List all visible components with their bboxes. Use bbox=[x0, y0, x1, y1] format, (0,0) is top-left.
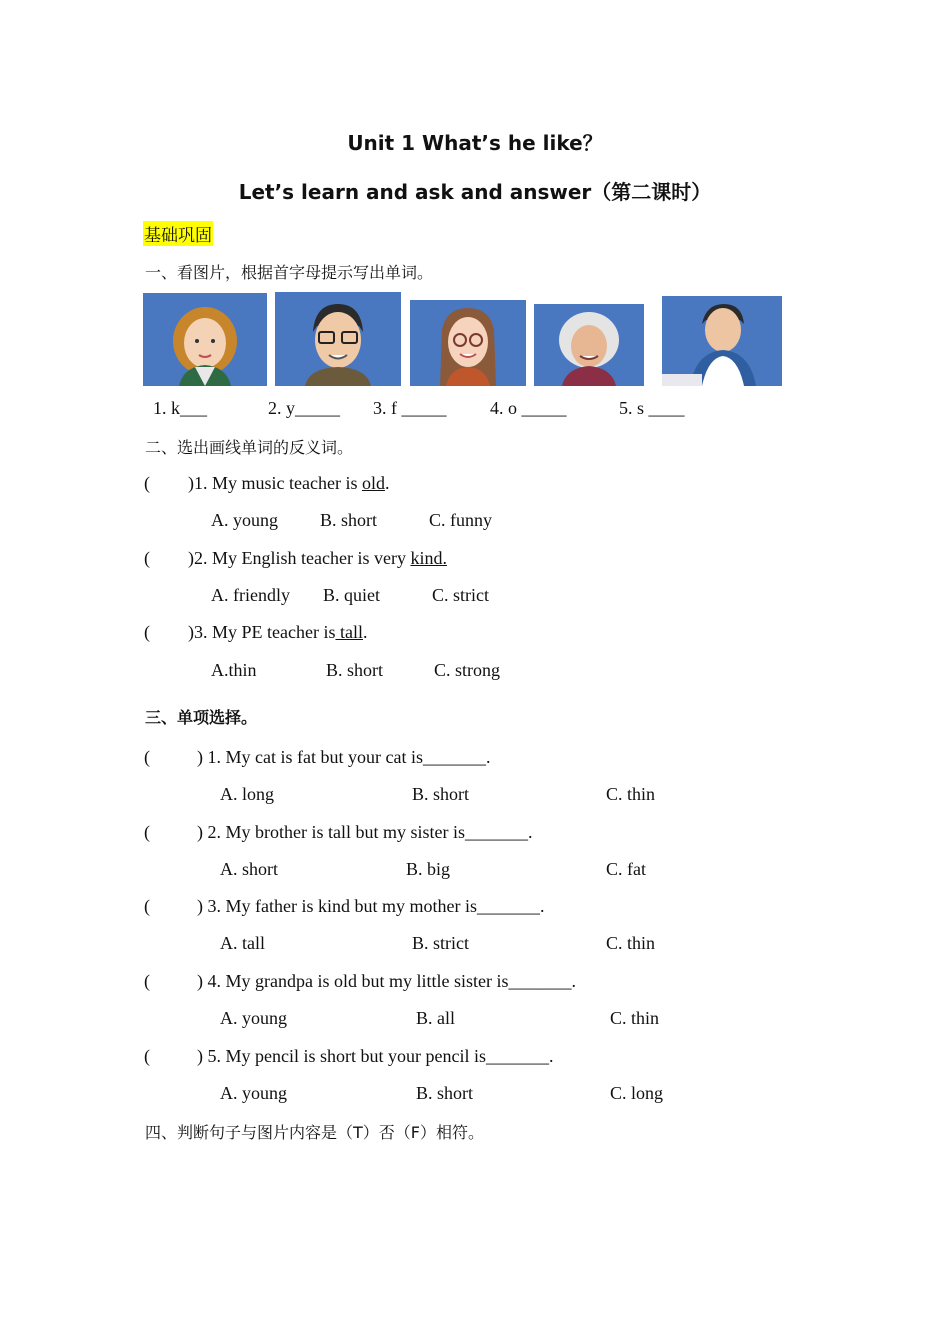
question-paren: ( bbox=[144, 622, 150, 642]
blank-1: 1. k___ bbox=[153, 398, 207, 418]
blank-5: 5. s ____ bbox=[619, 398, 685, 418]
underlined-word: kind. bbox=[410, 548, 447, 568]
question-text: ) 1. My cat is fat but your cat is_______. bbox=[197, 747, 491, 767]
question-text: )2. My English teacher is very kind. bbox=[188, 548, 447, 568]
question-paren: ( bbox=[144, 896, 150, 916]
question-paren: ( bbox=[144, 473, 150, 493]
option-c: C. long bbox=[610, 1083, 664, 1103]
underlined-word: tall bbox=[335, 622, 363, 642]
option-a: A. young bbox=[220, 1008, 287, 1028]
option-a: A. tall bbox=[220, 933, 265, 953]
page-subtitle: Let’s learn and ask and answer（第二课时） bbox=[238, 180, 712, 204]
section-3-heading: 三、单项选择。 bbox=[145, 708, 258, 727]
option-a: A. short bbox=[220, 859, 278, 879]
option-a: A.thin bbox=[211, 660, 257, 680]
section-label: 基础巩固 bbox=[143, 221, 213, 246]
question-paren: ( bbox=[144, 747, 150, 767]
young-man-glasses-icon bbox=[275, 292, 401, 386]
option-c: C. strong bbox=[434, 660, 501, 680]
woman-portrait-icon bbox=[143, 293, 267, 386]
question-text: ) 5. My pencil is short but your pencil is_______. bbox=[197, 1046, 554, 1066]
blank-4: 4. o _____ bbox=[490, 398, 567, 418]
option-a: A. young bbox=[220, 1083, 287, 1103]
option-a: A. long bbox=[220, 784, 274, 804]
old-woman-icon bbox=[534, 304, 644, 386]
option-b: B. big bbox=[406, 859, 451, 879]
question-text: ) 3. My father is kind but my mother is_______. bbox=[197, 896, 545, 916]
option-b: B. short bbox=[320, 510, 378, 530]
question-text: )1. My music teacher is old. bbox=[188, 473, 390, 493]
blank-2: 2. y_____ bbox=[268, 398, 340, 418]
section-2-heading: 二、选出画线单词的反义词。 bbox=[145, 438, 354, 457]
option-c: C. fat bbox=[606, 859, 646, 879]
question-paren: ( bbox=[144, 971, 150, 991]
question-text: ) 4. My grandpa is old but my little sister is_______. bbox=[197, 971, 576, 991]
option-b: B. short bbox=[326, 660, 384, 680]
option-c: C. funny bbox=[429, 510, 492, 530]
question-paren: ( bbox=[144, 822, 150, 842]
question-paren: ( bbox=[144, 548, 150, 568]
option-b: B. all bbox=[416, 1008, 455, 1028]
option-b: B. short bbox=[416, 1083, 474, 1103]
option-c: C. thin bbox=[606, 784, 656, 804]
option-b: B. strict bbox=[412, 933, 469, 953]
underlined-word: old bbox=[361, 473, 385, 493]
option-c: C. thin bbox=[606, 933, 656, 953]
option-b: B. short bbox=[412, 784, 470, 804]
question-text: ) 2. My brother is tall but my sister is_______. bbox=[197, 822, 533, 842]
blank-3: 3. f _____ bbox=[373, 398, 447, 418]
question-text: )3. My PE teacher is tall. bbox=[188, 622, 368, 642]
young-woman-glasses-icon bbox=[410, 300, 526, 386]
section-4-heading: 四、判断句子与图片内容是（T）否（F）相符。 bbox=[145, 1123, 484, 1142]
question-paren: ( bbox=[144, 1046, 150, 1066]
option-c: C. strict bbox=[432, 585, 489, 605]
option-a: A. friendly bbox=[211, 585, 290, 605]
option-b: B. quiet bbox=[323, 585, 380, 605]
section-1-heading: 一、看图片，根据首字母提示写出单词。 bbox=[145, 263, 434, 282]
option-c: C. thin bbox=[610, 1008, 660, 1028]
man-portrait-icon bbox=[662, 296, 782, 386]
option-a: A. young bbox=[211, 510, 278, 530]
page-title: Unit 1 What’s he like？ bbox=[347, 131, 603, 155]
